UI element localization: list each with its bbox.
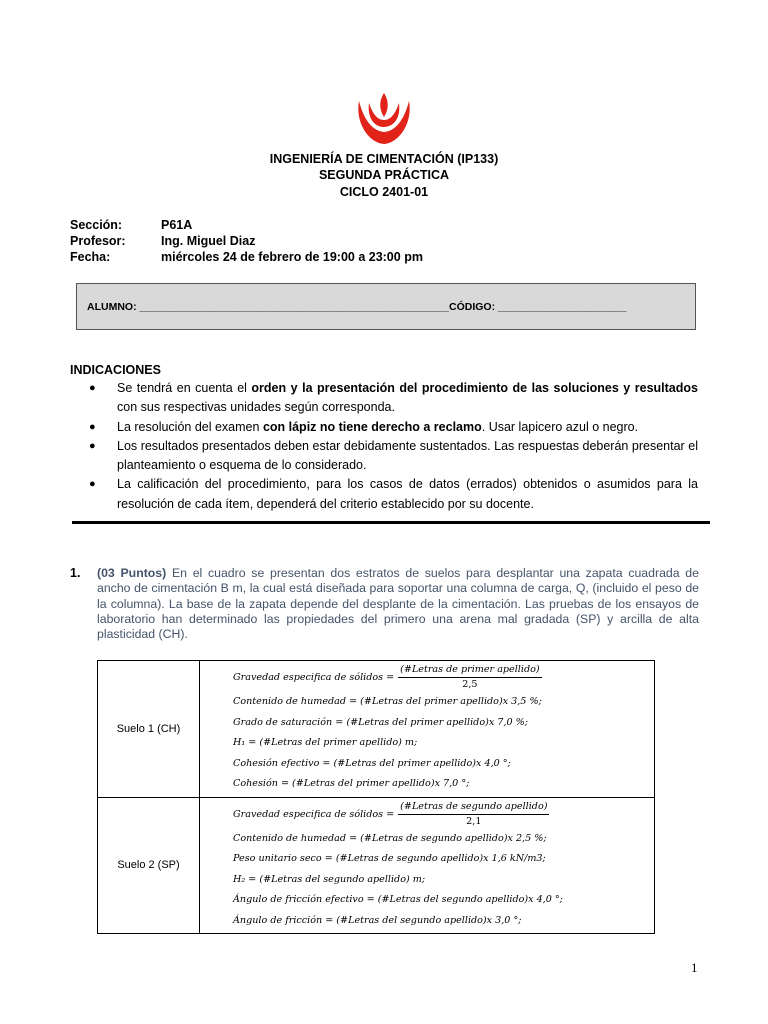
instruction-item: ● Los resultados presentados deben estar debidamente sustentados. Las respuestas deberán presentar el planteamiento o esquema de lo considerado. bbox=[89, 438, 698, 473]
soil-properties-table bbox=[97, 660, 655, 934]
student-name-code-line[interactable]: ALUMNO: _____________________________________________________CÓDIGO: ______________________ bbox=[87, 301, 627, 313]
date-label: Fecha: bbox=[70, 250, 111, 264]
professor-value: Ing. Miguel Diaz bbox=[161, 234, 256, 248]
instruction-item: ● Se tendrá en cuenta el orden y la presentación del procedimiento de las soluciones y resultados con sus respectivas unidades según corresponda. bbox=[89, 381, 698, 415]
section-label: Sección: bbox=[70, 218, 123, 232]
table-row bbox=[98, 661, 655, 798]
bullet-icon: ● bbox=[89, 382, 96, 394]
page-number: 1 bbox=[691, 960, 698, 975]
soil2-label: Suelo 2 (SP) bbox=[98, 797, 200, 934]
university-logo bbox=[355, 93, 413, 145]
instruction-item: ● La calificación del procedimiento, para los casos de datos (errados) obtenidos o asumidos para la resolución de cada ítem, dependerá del criterio establecido por su docente. bbox=[89, 477, 698, 511]
soil1-label: Suelo 1 (CH) bbox=[98, 661, 200, 798]
soil1-properties: Gravedad especifica de sólidos = $\frac{\text{(\#Letras de primer apellido)}}{2,5}$ Contenido de humedad = (#Letras del primer apellido)x 3,5 %; Grado de saturación = (#Letras del primer apellido)x 7,0 %; H₁ = (#Letras del primer apellido) m; Cohesión efectivo = (#Letras del primer apellido)x 4,0 °; Cohesión = (#Letras del primer apellido)x 7,0 °; bbox=[200, 661, 655, 798]
bullet-icon: ● bbox=[89, 439, 96, 452]
instructions-heading: INDICACIONES bbox=[70, 363, 161, 377]
professor-label: Profesor: bbox=[70, 234, 126, 248]
bullet-icon: ● bbox=[89, 420, 96, 433]
section-divider bbox=[72, 521, 710, 524]
question-points: (03 Puntos) bbox=[97, 566, 167, 580]
table-row bbox=[98, 797, 655, 934]
question-text: (03 Puntos) En el cuadro se presentan dos estratos de suelos para desplantar una zapata cuadrada de ancho de cimentación B m, la cual está diseñada para soportar una columna de carga, Q, (incluido el peso de la columna). La base de la zapata depende del desplante de la cimentación. Las pruebas de los ensayos de laboratorio han determinado las propiedades del primero una arena mal gradada (SP) y arcilla de alta plasticidad (CH). bbox=[97, 566, 699, 642]
soil2-properties: Gravedad especifica de sólidos = $\frac{\text{(\#Letras de segundo apellido)}}{2,1}$ Contenido de humedad = (#Letras de segundo apellido)x 2,5 %; Peso unitario seco = (#Letras de segundo apellido)x 1,6 kN/m3; H₂ = (#Letras del segundo apellido) m; Ángulo de fricción efectivo = (#Letras del segundo apellido)x 4,0 °; Ángulo de fricción = (#Letras del segundo apellido)x 3,0 °; bbox=[200, 797, 655, 934]
bullet-icon: ● bbox=[89, 478, 96, 491]
cycle-title: CICLO 2401-01 bbox=[339, 185, 429, 199]
student-info-box bbox=[76, 283, 696, 330]
date-value: miércoles 24 de febrero de 19:00 a 23:00 pm bbox=[161, 250, 423, 264]
instructions-list bbox=[70, 379, 698, 514]
section-value: P61A bbox=[161, 218, 193, 232]
question-number: 1. bbox=[70, 566, 81, 580]
course-title: INGENIERÍA DE CIMENTACIÓN (IP133) bbox=[269, 152, 499, 166]
exam-title: SEGUNDA PRÁCTICA bbox=[318, 168, 450, 182]
instruction-item: ● La resolución del examen con lápiz no tiene derecho a reclamo. Usar lapicero azul o negro. bbox=[70, 418, 698, 437]
